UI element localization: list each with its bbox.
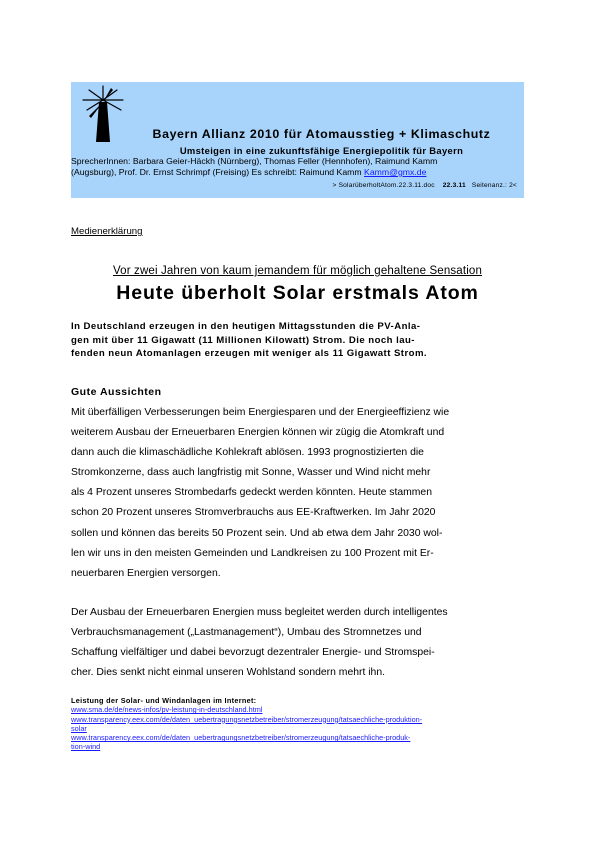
link-eex-wind-continued[interactable]: tion-wind	[71, 742, 101, 752]
link-eex-wind[interactable]: www.transparency.eex.com/de/daten_uebertragungsnetzbetreiber/stromerzeugung/tatsaechliche-produk-	[71, 733, 411, 743]
text-line: cher. Dies senkt nicht einmal unseren Wohlstand sondern mehrt ihn.	[71, 667, 386, 679]
body-paragraph-2	[71, 603, 527, 683]
lead-line: fenden neun Atomanlagen erzeugen mit weniger als 11 Gigawatt Strom.	[71, 348, 428, 359]
page-count: Seitenanz.: 2<	[471, 182, 517, 189]
lead-line: In Deutschland erzeugen in den heutigen Mittagsstunden die PV-Anla-	[71, 321, 421, 332]
link-sma-pv-leistung[interactable]: www.sma.de/de/news-infos/pv-leistung-in-deutschland.html	[71, 705, 263, 715]
link-eex-solar[interactable]: www.transparency.eex.com/de/daten_uebertragungsnetzbetreiber/stromerzeugung/tatsaechliche-produktion-	[71, 714, 423, 724]
lead-paragraph	[71, 320, 524, 361]
text-line: Der Ausbau der Erneuerbaren Energien muss begleitet werden durch intelligentes	[71, 607, 448, 618]
text-line: Schaffung vielfältiger und dabei bevorzugt dezentraler Energie- und Stromspei-	[71, 647, 435, 659]
speakers-line-text: (Augsburg), Prof. Dr. Ernst Schrimpf (Freising) Es schreibt: Raimund Kamm	[71, 167, 365, 177]
organization-title: Bayern Allianz 2010 für Atomausstieg + Klimaschutz	[152, 127, 491, 141]
lead-line: gen mit über 11 Gigawatt (11 Millionen Kilowatt) Strom. Die noch lau-	[71, 334, 415, 346]
document-date: 22.3.11	[442, 182, 466, 189]
text-line: als 4 Prozent unseres Strombedarfs gedeckt werden könnten. Heute stammen	[71, 487, 432, 499]
text-line: Stromkonzerne, dass auch langfristig mit Sonne, Wasser und Wind nicht mehr	[71, 467, 431, 479]
document-type: Medienerklärung	[71, 226, 143, 237]
text-line: weiterem Ausbau der Erneuerbaren Energien können wir zügig die Atomkraft und	[71, 427, 445, 439]
text-line: sollen und können das bereits 50 Prozent sein. Und ab etwa dem Jahr 2030 wol-	[71, 527, 443, 539]
letterhead	[71, 82, 524, 198]
document-reference	[71, 182, 517, 189]
text-line: dann auch die klimaschädliche Kohlekraft ablösen. 1993 prognostizierten die	[71, 447, 424, 459]
headline: Heute überholt Solar erstmals Atom	[116, 282, 479, 304]
speakers-line	[71, 167, 524, 178]
text-line: neuerbaren Energien versorgen.	[71, 567, 221, 579]
links-heading: Leistung der Solar- und Windanlagen im Internet:	[71, 696, 257, 705]
speakers-line: SprecherInnen: Barbara Geier-Häckh (Nürnberg), Thomas Feller (Hennhofen), Raimund Kamm	[71, 156, 438, 166]
text-line: Mit überfälligen Verbesserungen beim Energiesparen und der Energieeffizienz wie	[71, 407, 450, 418]
speakers-info	[71, 156, 524, 178]
link-eex-solar-continued[interactable]: solar	[71, 723, 87, 733]
section-heading: Gute Aussichten	[71, 386, 162, 398]
body-paragraph-1	[71, 403, 527, 584]
organization-subtitle: Umsteigen in eine zukunftsfähige Energiepolitik für Bayern	[179, 145, 464, 156]
pre-headline: Vor zwei Jahren von kaum jemandem für möglich gehaltene Sensation	[112, 265, 482, 277]
text-line: Verbrauchsmanagement („Lastmanagement“), Umbau des Stromnetzes und	[71, 627, 422, 639]
email-link[interactable]: Kamm@gmx.de	[364, 167, 427, 177]
text-line: len wir uns in den meisten Gemeinden und Landkreisen zu 100 Prozent mit Er-	[71, 547, 434, 559]
links-section	[71, 696, 531, 752]
text-line: schon 20 Prozent unseres Stromverbrauchs aus EE-Kraftwerken. Im Jahr 2020	[71, 507, 436, 519]
file-reference: > SolarüberholtAtom.22.3.11.doc	[332, 182, 435, 189]
